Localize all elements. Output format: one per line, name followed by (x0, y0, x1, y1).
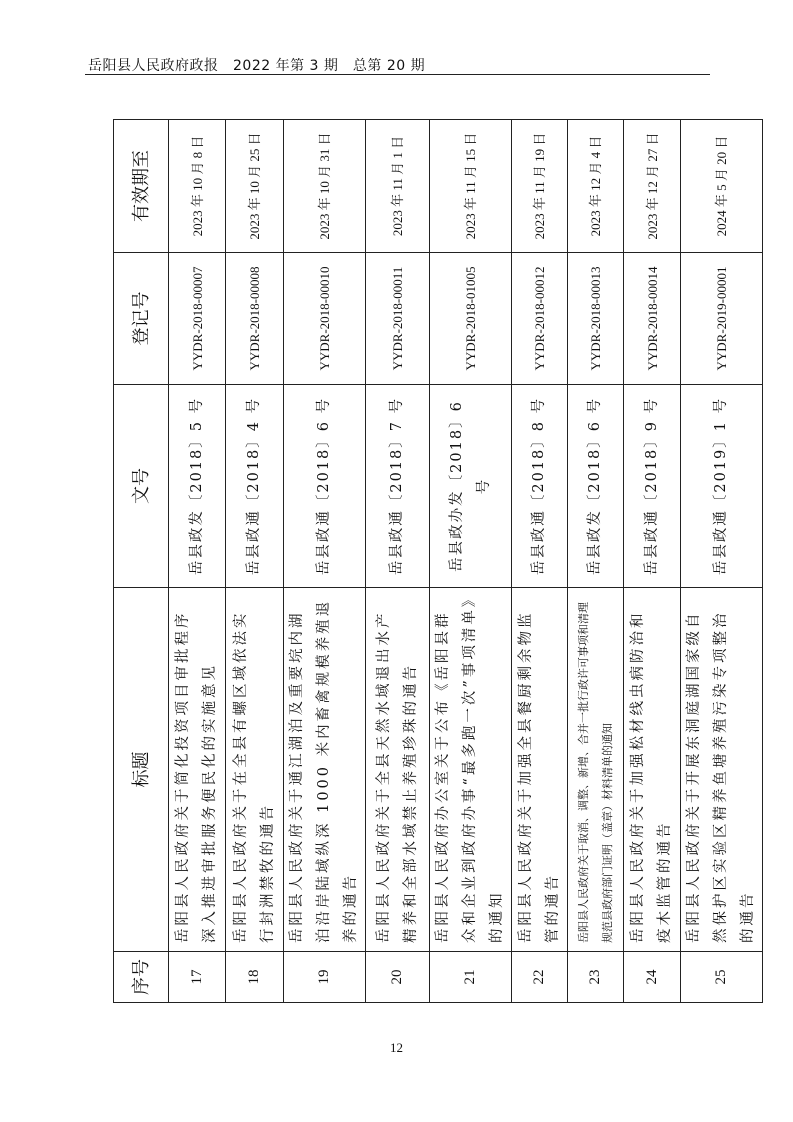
row-number: 17 (169, 952, 226, 1003)
row-title: 岳阳县人民政府关于开展东洞庭湖国家级自然保护区实验区精养鱼塘养殖污染专项整治的通告 (681, 588, 763, 952)
row-registration: YYDR-2018-00011 (366, 253, 430, 385)
col-header-doc-number: 文号 (114, 385, 169, 588)
row-number: 23 (568, 952, 624, 1003)
row-number: 20 (366, 952, 430, 1003)
row-doc-number: 岳县政通〔2018〕4 号 (226, 385, 284, 588)
row-number: 24 (624, 952, 681, 1003)
row-valid-until: 2023 年 11 月 19 日 (512, 120, 568, 253)
row-title: 岳阳县人民政府关于取消、调整、新增、合并一批行政许可事项和清理规范县政府部门证明（盖章）材料清单的通知 (568, 588, 624, 952)
row-valid-until: 2023 年 11 月 15 日 (430, 120, 512, 253)
table-row (284, 120, 366, 1003)
row-doc-number: 岳县政通〔2018〕8 号 (512, 385, 568, 588)
table-row (512, 120, 568, 1003)
table-row (681, 120, 763, 1003)
row-registration: YYDR-2019-00001 (681, 253, 763, 385)
col-header-no: 序号 (114, 952, 169, 1003)
table-row (226, 120, 284, 1003)
row-doc-number: 岳县政通〔2018〕7 号 (366, 385, 430, 588)
table-row (366, 120, 430, 1003)
col-header-registration: 登记号 (114, 253, 169, 385)
row-doc-number: 岳县政通〔2018〕9 号 (624, 385, 681, 588)
row-doc-number: 岳县政办发〔2018〕6 号 (430, 385, 512, 588)
row-registration: YYDR-2018-00008 (226, 253, 284, 385)
row-doc-number: 岳县政通〔2018〕6 号 (284, 385, 366, 588)
row-number: 21 (430, 952, 512, 1003)
table-row (568, 120, 624, 1003)
row-registration: YYDR-2018-00013 (568, 253, 624, 385)
row-title: 岳阳县人民政府关于通江湖泊及重要垸内湖泊沿岸陆域纵深 1000 米内畜禽规模养殖退养的通告 (284, 588, 366, 952)
row-title: 岳阳县人民政府办公室关于公布《岳阳县群众和企业到政府办事“最多跑一次”事项清单》的通知 (430, 588, 512, 952)
row-title: 岳阳县人民政府关于简化投资项目审批程序深入推进审批服务便民化的实施意见 (169, 588, 226, 952)
row-doc-number: 岳县政发〔2018〕5 号 (169, 385, 226, 588)
row-title: 岳阳县人民政府关于在全县有螺区域依法实行封洲禁牧的通告 (226, 588, 284, 952)
table-header-row (114, 120, 169, 1003)
row-registration: YYDR-2018-00007 (169, 253, 226, 385)
row-doc-number: 岳县政发〔2018〕6 号 (568, 385, 624, 588)
row-number: 25 (681, 952, 763, 1003)
row-doc-number: 岳县政通〔2019〕1 号 (681, 385, 763, 588)
header-rule (85, 74, 710, 75)
row-number: 18 (226, 952, 284, 1003)
row-title: 岳阳县人民政府关于加强全县餐厨剩余物监管的通告 (512, 588, 568, 952)
row-valid-until: 2024 年 5 月 20 日 (681, 120, 763, 253)
row-registration: YYDR-2018-00012 (512, 253, 568, 385)
col-header-title: 标题 (114, 588, 169, 952)
row-registration: YYDR-2018-00014 (624, 253, 681, 385)
row-valid-until: 2023 年 11 月 1 日 (366, 120, 430, 253)
table-row (169, 120, 226, 1003)
col-header-valid-until: 有效期至 (114, 120, 169, 253)
running-header: 岳阳县人民政府政报 2022 年第 3 期 总第 20 期 (88, 58, 426, 74)
row-valid-until: 2023 年 12 月 27 日 (624, 120, 681, 253)
row-registration: YYDR-2018-01005 (430, 253, 512, 385)
row-valid-until: 2023 年 10 月 8 日 (169, 120, 226, 253)
row-number: 19 (284, 952, 366, 1003)
row-title: 岳阳县人民政府关于加强松材线虫病防治和疫木监管的通告 (624, 588, 681, 952)
table-row (430, 120, 512, 1003)
row-number: 22 (512, 952, 568, 1003)
row-title: 岳阳县人民政府关于全县天然水域退出水产精养和全部水域禁止养殖珍珠的通告 (366, 588, 430, 952)
regulation-table (113, 119, 763, 1003)
row-valid-until: 2023 年 12 月 4 日 (568, 120, 624, 253)
row-valid-until: 2023 年 10 月 31 日 (284, 120, 366, 253)
row-registration: YYDR-2018-00010 (284, 253, 366, 385)
table-row (624, 120, 681, 1003)
row-valid-until: 2023 年 10 月 25 日 (226, 120, 284, 253)
rotated-table-wrapper (113, 120, 756, 1003)
page-number: 12 (390, 1040, 403, 1055)
